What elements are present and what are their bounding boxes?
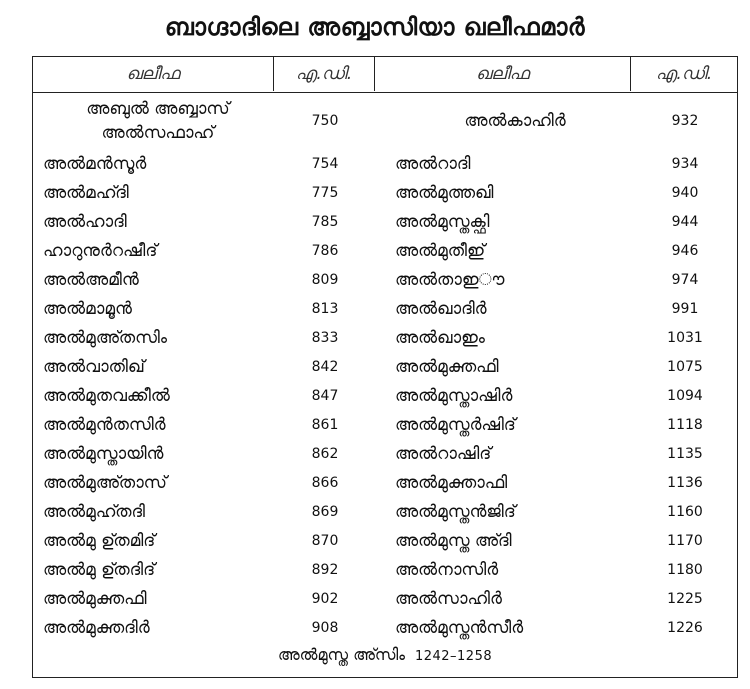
caliph-name-right: അൽമുസ്തർഷിദ് <box>395 414 516 435</box>
caliph-name-left <box>43 93 273 149</box>
caliph-name-left: അൽവാതിഖ് <box>43 356 145 377</box>
caliph-name-right: അൽമുക്താഫി <box>395 472 508 493</box>
caliph-name-left: അൽമുസ്തായിൻ <box>43 443 164 464</box>
table-row <box>33 555 737 584</box>
caliph-name-left: അൽമുഅ്തസിം <box>43 327 167 348</box>
table-row <box>33 381 737 410</box>
caliph-year-right: 1075 <box>667 358 703 375</box>
caliph-year-left: 813 <box>311 300 339 317</box>
caliph-name-left: അൽമു ഉ്തദിദ് <box>43 559 156 580</box>
table-footer <box>33 643 737 667</box>
caliph-year-right: 1031 <box>667 329 703 346</box>
table-row <box>33 468 737 497</box>
header-ad-right: എ.ഡി. <box>655 64 713 84</box>
header-ad-left: എ.ഡി. <box>295 64 353 84</box>
caliph-year-right: 932 <box>671 113 699 129</box>
caliph-name-right: അൽസാഹിർ <box>395 588 502 609</box>
caliph-year-right: 1094 <box>667 387 703 404</box>
header-caliph-right: ഖലീഫ <box>475 64 530 84</box>
table-row <box>33 584 737 613</box>
footer-caliph-name: അൽമുസ്ത അ്സിം <box>277 645 405 664</box>
caliph-name-left: അൽമാമൂൻ <box>43 298 132 319</box>
caliph-year-left: 892 <box>311 561 339 578</box>
caliph-year-right: 1225 <box>667 590 703 607</box>
caliph-year-left: 847 <box>311 387 339 404</box>
table-row <box>33 207 737 236</box>
caliph-name-left: അൽഹാദി <box>43 211 127 232</box>
caliph-year-right: 991 <box>671 300 699 317</box>
caliph-year-right: 1170 <box>667 532 703 549</box>
footer-years: 1242–1258 <box>414 649 493 664</box>
caliph-year-left: 833 <box>311 329 339 346</box>
caliph-name-left: അൽമുക്തദിർ <box>43 617 150 638</box>
table-row <box>33 294 737 323</box>
caliph-name-left: അൽമു ഉ്തമിദ് <box>43 530 156 551</box>
caliph-year-left: 842 <box>311 358 339 375</box>
caliph-name-right: അൽമുസ്ത അ്ദി <box>395 530 512 551</box>
caliph-year-left: 750 <box>311 113 339 129</box>
caliph-name-right: അൽറാഷിദ് <box>395 443 492 464</box>
caliph-year-left: 870 <box>311 532 339 549</box>
table-body <box>33 93 737 642</box>
table-header-row <box>33 57 737 93</box>
caliph-name-left-line2: അൽസഫാഹ് <box>101 123 215 143</box>
table-row <box>33 178 737 207</box>
caliph-year-right: 946 <box>671 242 699 259</box>
caliph-name-left: അൽമഹ്ദി <box>43 182 129 203</box>
caliph-year-left: 775 <box>311 184 339 201</box>
table-row <box>33 323 737 352</box>
table-row <box>33 352 737 381</box>
caliphs-table <box>32 56 738 678</box>
caliph-name-left: അൽഅമീൻ <box>43 269 139 290</box>
caliph-year-left: 862 <box>311 445 339 462</box>
caliph-name-right: അൽമുതീഇ് <box>395 240 486 261</box>
page-title: ബാഗ്ദാദിലെ അബ്ബാസിയാ ഖലീഫമാർ <box>164 13 586 41</box>
caliph-name-right: അൽനാസിർ <box>395 559 499 580</box>
caliph-name-left: അൽമുൻതസിർ <box>43 414 166 435</box>
caliph-name-right: അൽമുസ്തൻസീർ <box>395 617 524 638</box>
caliph-name-left: ഹാറുനുർറഷീദ് <box>43 240 158 261</box>
caliph-year-right: 944 <box>671 213 699 230</box>
table-row <box>33 265 737 294</box>
caliph-year-right: 1136 <box>667 474 703 491</box>
caliph-year-right: 1160 <box>667 503 703 520</box>
caliph-name-right: അൽഖാഇം <box>395 327 485 348</box>
caliph-name-left-line1: അബുൽ അബ്ബാസ് <box>86 99 230 119</box>
caliph-name-left: അൽമുക്തഫി <box>43 588 147 609</box>
table-row <box>33 613 737 642</box>
caliph-year-right: 934 <box>671 155 699 172</box>
caliph-year-left: 869 <box>311 503 339 520</box>
caliph-name-left: അൽമുഹ്തദി <box>43 501 145 522</box>
caliph-name-right: അൽകാഹിർ <box>464 111 566 131</box>
caliph-name-right: അൽമുസ്തൻജിദ് <box>395 501 516 522</box>
caliph-name-left: അൽമൻസൂർ <box>43 153 147 174</box>
caliph-name-right: അൽമുത്തഖി <box>395 182 494 203</box>
caliph-name-right: അൽറാദി <box>395 153 471 174</box>
table-row <box>33 526 737 555</box>
caliph-year-right: 974 <box>671 271 699 288</box>
caliph-name-left: അൽമുതവക്കീൽ <box>43 385 170 406</box>
caliph-year-left: 861 <box>311 416 339 433</box>
caliph-year-left: 786 <box>311 242 339 259</box>
table-row <box>33 93 737 149</box>
caliph-year-right: 1118 <box>667 416 703 433</box>
table-row <box>33 236 737 265</box>
caliph-name-left: അൽമുഅ്താസ് <box>43 472 167 493</box>
table-row <box>33 497 737 526</box>
header-caliph-left: ഖലീഫ <box>126 64 180 84</box>
caliph-name-right: അൽമുസ്തക്ഫി <box>395 211 490 232</box>
caliph-year-right: 1226 <box>667 619 703 636</box>
caliph-name-right: അൽഖാദിർ <box>395 298 487 319</box>
caliph-year-right: 1180 <box>667 561 703 578</box>
caliph-year-left: 866 <box>311 474 339 491</box>
caliph-year-right: 940 <box>671 184 699 201</box>
caliph-year-left: 754 <box>311 155 339 172</box>
caliph-year-left: 902 <box>311 590 339 607</box>
caliph-year-right: 1135 <box>667 445 703 462</box>
caliph-year-left: 785 <box>311 213 339 230</box>
table-row <box>33 439 737 468</box>
caliph-year-left: 809 <box>311 271 339 288</box>
caliph-name-right: അൽമുസ്താഷിർ <box>395 385 513 406</box>
caliph-name-right: അൽതാഇൗ <box>395 269 505 290</box>
caliph-name-right: അൽമുക്തഫി <box>395 356 499 377</box>
table-row <box>33 149 737 178</box>
caliph-year-left: 908 <box>311 619 339 636</box>
table-row <box>33 410 737 439</box>
